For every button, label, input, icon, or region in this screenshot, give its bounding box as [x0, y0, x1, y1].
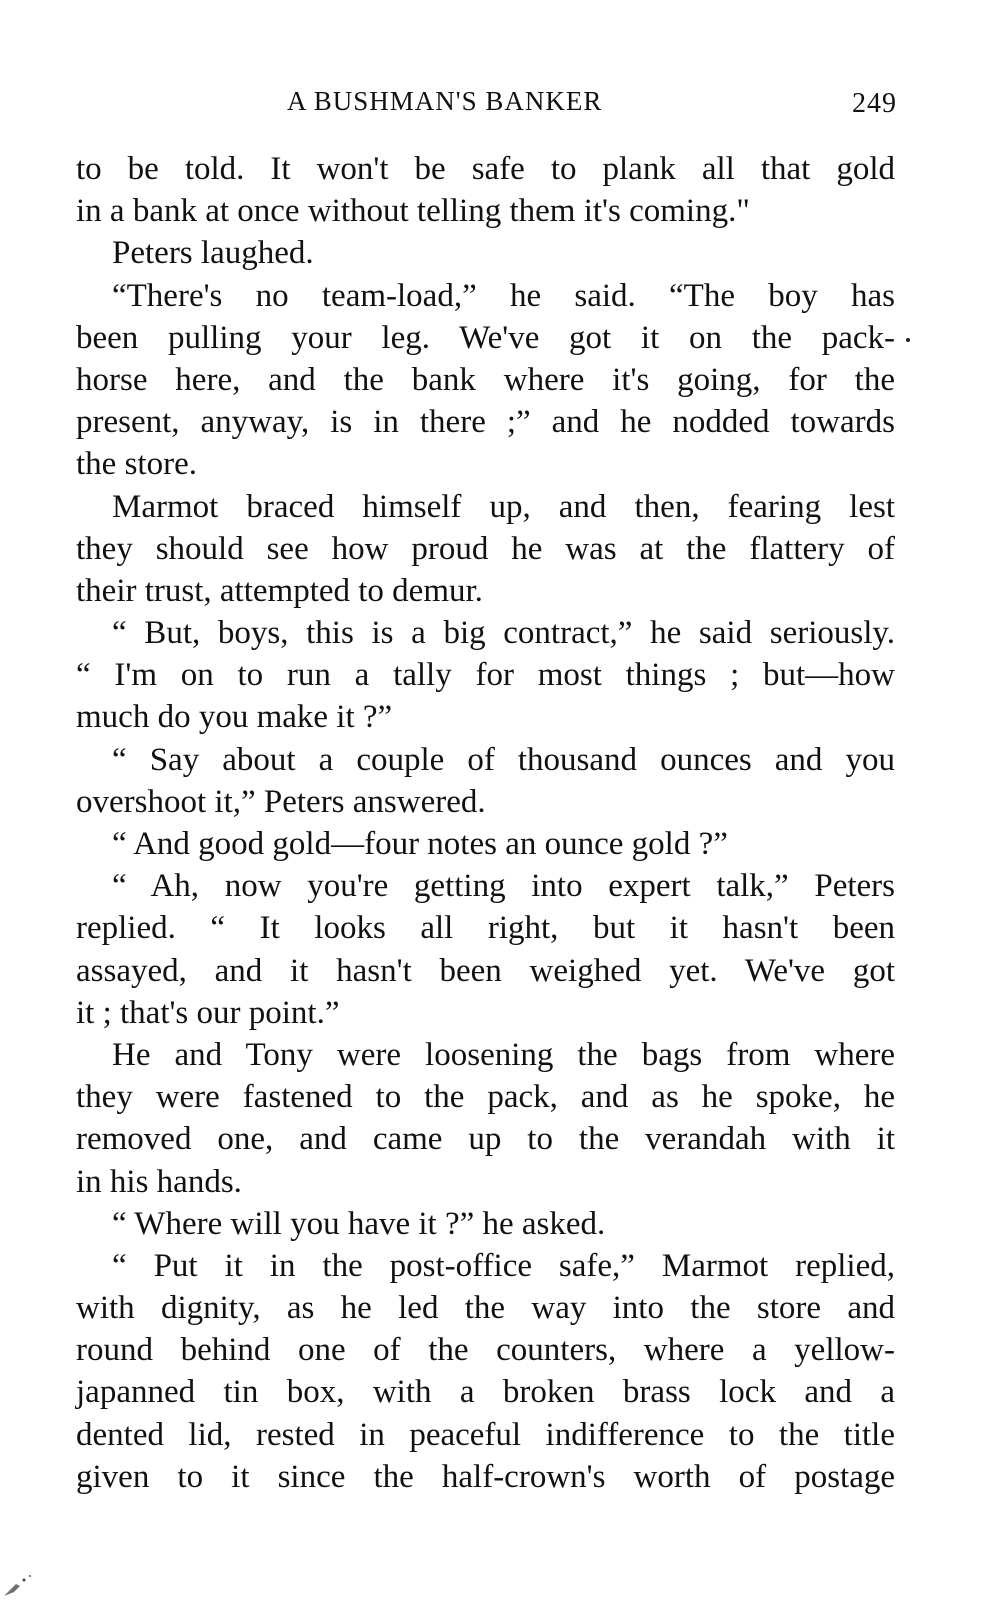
text-line: they were fastened to the pack, and as he spoke, he: [76, 1079, 895, 1116]
page-number: 249: [852, 88, 897, 119]
text-line: “ But, boys, this is a big contract,” he said seriously.: [112, 615, 895, 652]
text-line: in a bank at once without telling them it's coming.": [76, 193, 750, 230]
running-title: A BUSHMAN'S BANKER: [287, 86, 603, 116]
text-line: Peters laughed.: [112, 235, 314, 272]
text-line: “ Ah, now you're getting into expert talk,” Peters: [112, 868, 895, 905]
text-line: they should see how proud he was at the flattery of: [76, 530, 895, 567]
print-speck: [906, 338, 910, 342]
text-line: assayed, and it hasn't been weighed yet. We've got: [76, 952, 895, 989]
text-line: “ Say about a couple of thousand ounces and you: [112, 741, 895, 778]
text-line: “ Put it in the post-office safe,” Marmot replied,: [112, 1247, 895, 1284]
text-line: japanned tin box, with a broken brass lock and a: [76, 1374, 895, 1411]
text-line: their trust, attempted to demur.: [76, 572, 483, 609]
body-text: [76, 148, 895, 1498]
text-line: with dignity, as he led the way into the store and: [76, 1290, 895, 1327]
text-line: in his hands.: [76, 1163, 242, 1200]
text-line: round behind one of the counters, where a yellow-: [76, 1332, 895, 1369]
text-line: been pulling your leg. We've got it on the pack-: [76, 319, 895, 356]
text-line: it ; that's our point.”: [76, 994, 340, 1031]
corner-smudge: [2, 1568, 38, 1598]
text-line: much do you make it ?”: [76, 699, 393, 736]
text-line: Marmot braced himself up, and then, fearing lest: [112, 488, 895, 525]
text-line: to be told. It won't be safe to plank all that gold: [76, 151, 895, 187]
text-line: given to it since the half-crown's worth of postage: [76, 1458, 895, 1495]
text-line: overshoot it,” Peters answered.: [76, 783, 486, 820]
text-line: replied. “ It looks all right, but it hasn't been: [76, 910, 895, 947]
text-line: He and Tony were loosening the bags from where: [112, 1036, 895, 1073]
text-line: removed one, and came up to the verandah with it: [76, 1121, 895, 1158]
text-line: the store.: [76, 446, 197, 483]
text-line: “There's no team-load,” he said. “The boy has: [112, 277, 895, 314]
text-line: horse here, and the bank where it's going, for the: [76, 361, 895, 398]
running-header: [0, 86, 1000, 126]
text-line: dented lid, rested in peaceful indifference to the title: [76, 1416, 895, 1453]
text-line: “ And good gold—four notes an ounce gold ?”: [112, 826, 728, 862]
text-line: “ I'm on to run a tally for most things ; but—how: [76, 657, 895, 694]
text-line: “ Where will you have it ?” he asked.: [112, 1205, 606, 1242]
text-line: present, anyway, is in there ;” and he nodded towards: [76, 404, 895, 441]
